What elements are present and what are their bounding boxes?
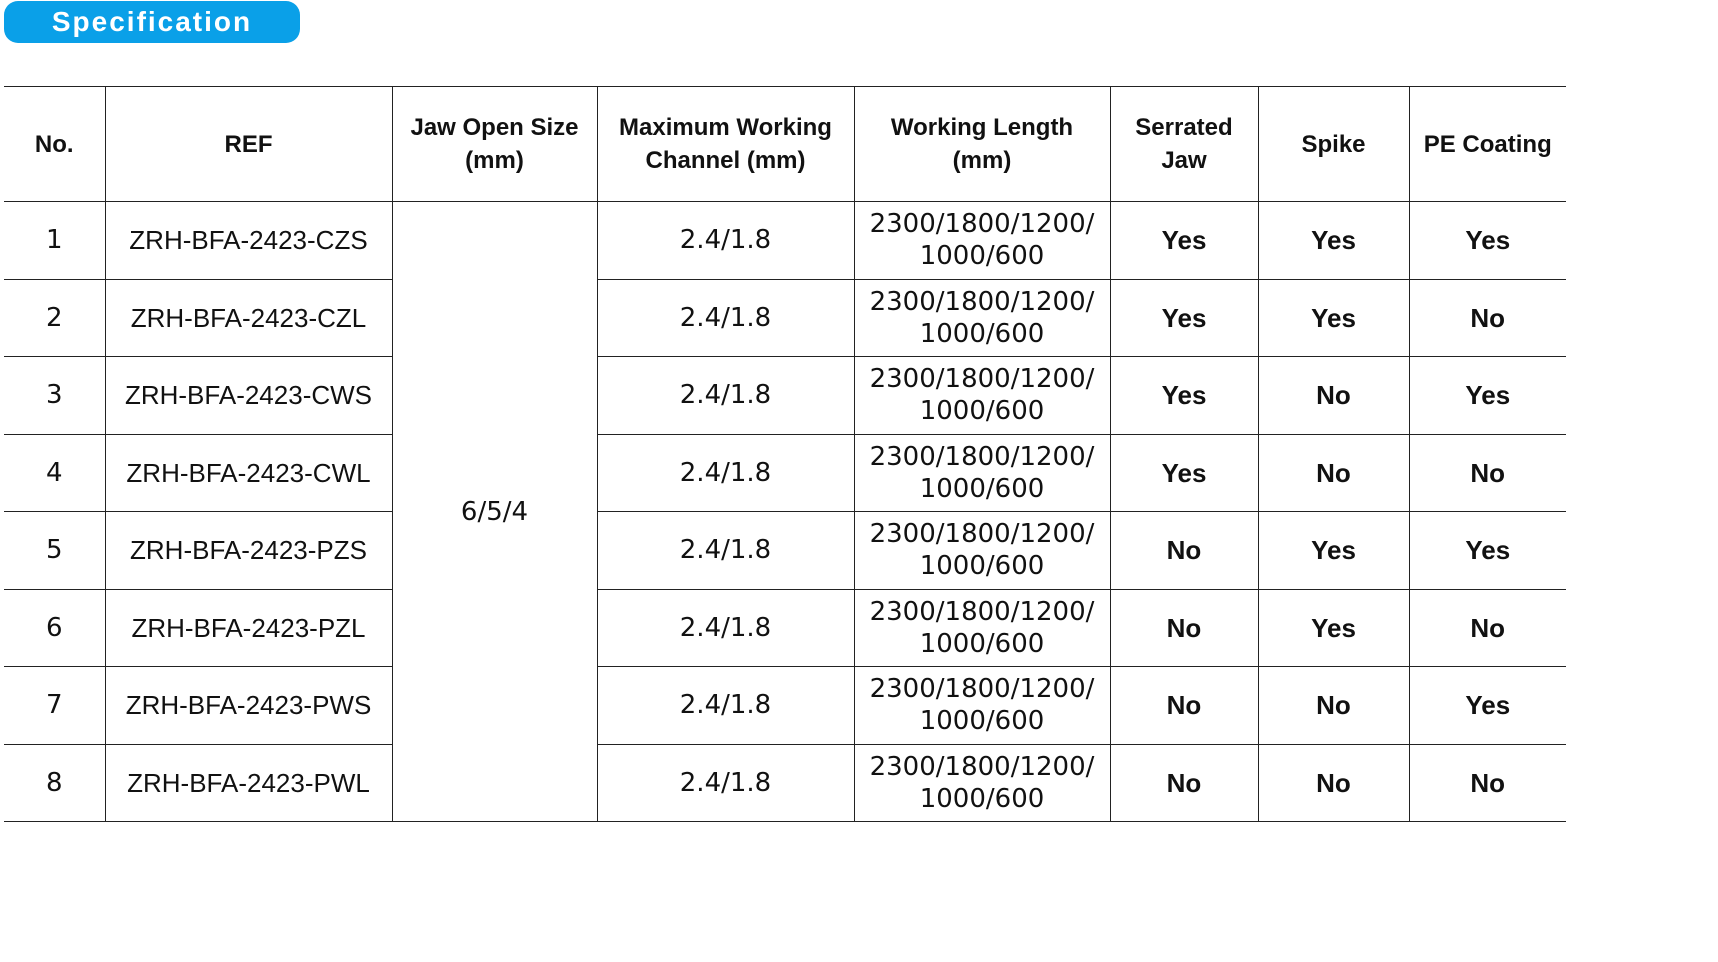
cell-pe: No <box>1409 279 1566 357</box>
cell-spike: Yes <box>1258 512 1409 590</box>
cell-spike: No <box>1258 667 1409 745</box>
cell-length <box>854 357 1110 435</box>
table-row <box>4 357 1566 435</box>
cell-spike: No <box>1258 357 1409 435</box>
cell-ref: ZRH-BFA-2423-CWL <box>105 434 392 512</box>
cell-pe: Yes <box>1409 357 1566 435</box>
specification-badge: Specification <box>4 1 300 43</box>
specification-table <box>4 86 1566 822</box>
cell-ref: ZRH-BFA-2423-PZL <box>105 589 392 667</box>
cell-no: 5 <box>4 512 105 590</box>
cell-channel: 2.4/1.8 <box>597 434 854 512</box>
cell-serrated: Yes <box>1110 279 1258 357</box>
table-row <box>4 279 1566 357</box>
cell-channel: 2.4/1.8 <box>597 744 854 822</box>
cell-length <box>854 202 1110 280</box>
cell-serrated: Yes <box>1110 357 1258 435</box>
header-pe-coating: PE Coating <box>1409 87 1566 202</box>
header-jaw-open-size <box>392 87 597 202</box>
cell-length-line2: 1000/600 <box>919 473 1045 504</box>
cell-no: 6 <box>4 589 105 667</box>
cell-ref: ZRH-BFA-2423-PWL <box>105 744 392 822</box>
cell-length-line2: 1000/600 <box>919 396 1045 427</box>
cell-length <box>854 512 1110 590</box>
cell-ref: ZRH-BFA-2423-PZS <box>105 512 392 590</box>
cell-length-line1: 2300/1800/1200/ <box>869 364 1095 395</box>
table-row <box>4 744 1566 822</box>
header-spike: Spike <box>1258 87 1409 202</box>
cell-ref: ZRH-BFA-2423-CWS <box>105 357 392 435</box>
cell-no: 2 <box>4 279 105 357</box>
cell-length <box>854 589 1110 667</box>
header-jaw-line2: (mm) <box>465 147 524 174</box>
cell-no: 3 <box>4 357 105 435</box>
cell-spike: Yes <box>1258 279 1409 357</box>
cell-serrated: No <box>1110 744 1258 822</box>
header-channel-line2: Channel (mm) <box>645 147 806 174</box>
header-no: No. <box>4 87 105 202</box>
cell-length-line1: 2300/1800/1200/ <box>869 286 1095 317</box>
cell-length-line2: 1000/600 <box>919 241 1045 272</box>
header-ref: REF <box>105 87 392 202</box>
header-serrated-jaw <box>1110 87 1258 202</box>
cell-length-line1: 2300/1800/1200/ <box>869 596 1095 627</box>
table-row <box>4 667 1566 745</box>
cell-serrated: No <box>1110 512 1258 590</box>
cell-channel: 2.4/1.8 <box>597 589 854 667</box>
cell-length-line2: 1000/600 <box>919 628 1045 659</box>
header-working-length <box>854 87 1110 202</box>
cell-length-line1: 2300/1800/1200/ <box>869 751 1095 782</box>
header-row <box>4 87 1566 202</box>
cell-ref: ZRH-BFA-2423-CZL <box>105 279 392 357</box>
header-serrated-line1: Serrated <box>1135 114 1233 141</box>
header-serrated-line2: Jaw <box>1161 147 1207 174</box>
cell-pe: No <box>1409 434 1566 512</box>
table-row <box>4 589 1566 667</box>
cell-serrated: Yes <box>1110 434 1258 512</box>
cell-channel: 2.4/1.8 <box>597 512 854 590</box>
cell-jaw-open-size: 6/5/4 <box>392 202 597 822</box>
table-row <box>4 202 1566 280</box>
cell-pe: No <box>1409 744 1566 822</box>
table-row <box>4 434 1566 512</box>
cell-length-line1: 2300/1800/1200/ <box>869 209 1095 240</box>
cell-channel: 2.4/1.8 <box>597 202 854 280</box>
cell-no: 1 <box>4 202 105 280</box>
cell-ref: ZRH-BFA-2423-CZS <box>105 202 392 280</box>
cell-ref: ZRH-BFA-2423-PWS <box>105 667 392 745</box>
cell-serrated: No <box>1110 667 1258 745</box>
cell-length-line2: 1000/600 <box>919 551 1045 582</box>
cell-spike: Yes <box>1258 589 1409 667</box>
cell-spike: Yes <box>1258 202 1409 280</box>
cell-length <box>854 279 1110 357</box>
cell-channel: 2.4/1.8 <box>597 667 854 745</box>
cell-length <box>854 667 1110 745</box>
cell-length-line1: 2300/1800/1200/ <box>869 519 1095 550</box>
cell-length-line2: 1000/600 <box>919 318 1045 349</box>
header-jaw-line1: Jaw Open Size <box>410 114 579 141</box>
cell-serrated: Yes <box>1110 202 1258 280</box>
header-max-channel <box>597 87 854 202</box>
cell-pe: Yes <box>1409 667 1566 745</box>
cell-pe: Yes <box>1409 512 1566 590</box>
header-length-line1: Working Length <box>890 114 1074 141</box>
cell-no: 8 <box>4 744 105 822</box>
table-row <box>4 512 1566 590</box>
cell-length <box>854 744 1110 822</box>
cell-length <box>854 434 1110 512</box>
cell-spike: No <box>1258 434 1409 512</box>
cell-channel: 2.4/1.8 <box>597 357 854 435</box>
cell-spike: No <box>1258 744 1409 822</box>
cell-length-line2: 1000/600 <box>919 783 1045 814</box>
cell-channel: 2.4/1.8 <box>597 279 854 357</box>
cell-no: 7 <box>4 667 105 745</box>
cell-no: 4 <box>4 434 105 512</box>
cell-serrated: No <box>1110 589 1258 667</box>
cell-length-line2: 1000/600 <box>919 706 1045 737</box>
cell-pe: No <box>1409 589 1566 667</box>
header-channel-line1: Maximum Working <box>619 114 832 141</box>
cell-length-line1: 2300/1800/1200/ <box>869 441 1095 472</box>
cell-pe: Yes <box>1409 202 1566 280</box>
header-length-line2: (mm) <box>952 147 1012 174</box>
cell-length-line1: 2300/1800/1200/ <box>869 674 1095 705</box>
